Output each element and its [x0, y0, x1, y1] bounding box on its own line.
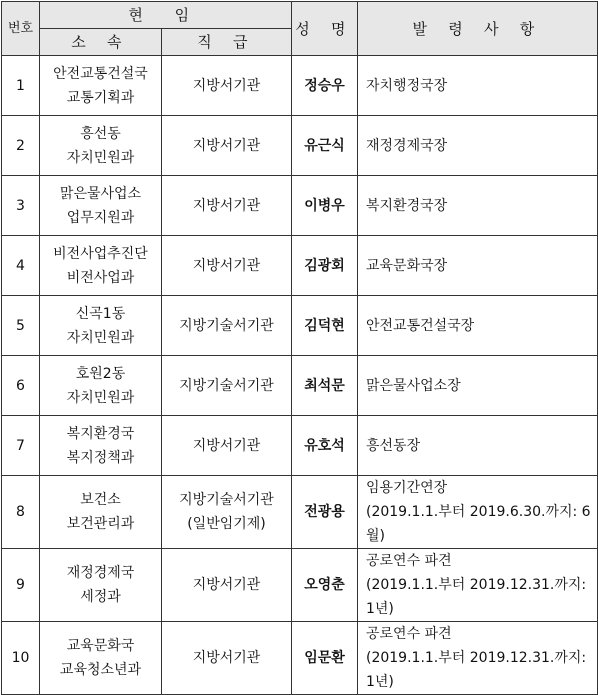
row-action-line: 안전교통건설국장 [366, 317, 475, 334]
row-name: 이병우 [292, 176, 358, 236]
row-department-line: 세정과 [80, 589, 121, 605]
row-department [40, 116, 162, 176]
personnel-appointment-table [1, 1, 598, 695]
row-name: 유근식 [292, 116, 358, 176]
header-grade: 직 급 [162, 29, 292, 56]
table-header [2, 2, 598, 56]
row-action-line: 공로연수 파견 [366, 553, 452, 569]
row-action [358, 416, 598, 476]
row-number: 3 [2, 176, 40, 236]
header-action: 발 령 사 항 [358, 2, 598, 56]
row-grade-line: 지방기술서기관 [179, 492, 274, 508]
row-number: 8 [2, 476, 40, 549]
table-row [2, 416, 598, 476]
table-row [2, 176, 598, 236]
row-action-line: 맑은물사업소장 [366, 377, 461, 394]
row-number: 10 [2, 622, 40, 695]
row-action [358, 476, 598, 549]
row-department [40, 56, 162, 116]
row-action-line: 교육문화국장 [366, 257, 448, 274]
row-department-line: 비전사업추진단 [53, 245, 148, 262]
row-grade [162, 56, 292, 116]
row-department-line: 신곡1동 [75, 305, 126, 322]
row-name: 김광회 [292, 236, 358, 296]
row-name: 최석문 [292, 356, 358, 416]
header-current-post: 현 임 [40, 2, 292, 29]
row-department-line: 안전교통건설국 [53, 65, 148, 82]
row-action [358, 116, 598, 176]
row-department [40, 476, 162, 549]
header-name: 성 명 [292, 2, 358, 56]
row-grade-line: 지방서기관 [192, 77, 261, 94]
row-action-line: (2019.1.1.부터 2019.12.31.까지: 1년) [366, 577, 587, 617]
row-grade [162, 622, 292, 695]
row-grade [162, 549, 292, 622]
row-grade-line: 지방서기관 [192, 437, 261, 454]
row-department [40, 416, 162, 476]
header-department: 소 속 [40, 29, 162, 56]
row-name: 전광용 [292, 476, 358, 549]
row-department-line: 교육청소년과 [59, 662, 142, 678]
row-department [40, 176, 162, 236]
row-number: 2 [2, 116, 40, 176]
row-department-line: 맑은물사업소 [59, 185, 142, 202]
row-department-line: 복지정책과 [66, 449, 135, 466]
row-department-line: 자치민원과 [66, 329, 135, 346]
table-row [2, 622, 598, 695]
row-department-line: 업무지원과 [66, 209, 135, 226]
row-name: 김덕현 [292, 296, 358, 356]
row-name: 임문환 [292, 622, 358, 695]
row-grade-line: 지방서기관 [192, 137, 261, 154]
row-action-line: 공로연수 파견 [366, 626, 452, 642]
row-grade-line: 지방서기관 [192, 257, 261, 274]
row-grade [162, 236, 292, 296]
row-action [358, 56, 598, 116]
table-row [2, 356, 598, 416]
row-department [40, 296, 162, 356]
row-department-line: 비전사업과 [66, 269, 135, 286]
row-grade [162, 296, 292, 356]
row-grade-line: 지방서기관 [192, 197, 261, 214]
row-grade-line: 지방서기관 [192, 650, 261, 666]
row-name: 유호석 [292, 416, 358, 476]
row-action-line: 재정경제국장 [366, 137, 448, 154]
row-department-line: 복지환경국 [66, 425, 135, 442]
row-department [40, 356, 162, 416]
row-grade [162, 116, 292, 176]
row-department [40, 549, 162, 622]
header-row-top [2, 2, 598, 29]
row-department-line: 호원2동 [75, 365, 126, 382]
row-grade [162, 416, 292, 476]
row-action-line: 임용기간연장 [366, 480, 448, 496]
row-name: 정승우 [292, 56, 358, 116]
row-department-line: 보건소 [80, 492, 121, 508]
row-number: 5 [2, 296, 40, 356]
row-grade-line: 지방기술서기관 [179, 317, 274, 334]
row-action-line: (2019.1.1.부터 2019.6.30.까지: 6월) [366, 504, 591, 544]
row-grade [162, 476, 292, 549]
row-department-line: 교통기획과 [66, 89, 135, 106]
table-row [2, 116, 598, 176]
row-department-line: 재정경제국 [66, 565, 135, 581]
row-action-line: 복지환경국장 [366, 197, 448, 214]
row-department-line: 흥선동 [80, 125, 121, 142]
row-grade-line: 지방서기관 [192, 577, 261, 593]
row-grade [162, 356, 292, 416]
row-number: 6 [2, 356, 40, 416]
row-number: 4 [2, 236, 40, 296]
row-number: 1 [2, 56, 40, 116]
table-row [2, 236, 598, 296]
row-department [40, 236, 162, 296]
row-department-line: 자치민원과 [66, 389, 135, 406]
table-row [2, 549, 598, 622]
table-body [2, 56, 598, 695]
row-department-line: 교육문화국 [66, 638, 135, 654]
table-row [2, 56, 598, 116]
row-action-line: 흥선동장 [366, 437, 421, 454]
row-action-line: (2019.1.1.부터 2019.12.31.까지: 1년) [366, 650, 587, 690]
row-action [358, 622, 598, 695]
row-department [40, 622, 162, 695]
row-action [358, 549, 598, 622]
row-number: 9 [2, 549, 40, 622]
header-no: 번호 [2, 2, 40, 56]
row-action [358, 236, 598, 296]
row-action [358, 176, 598, 236]
row-name: 오영춘 [292, 549, 358, 622]
row-department-line: 자치민원과 [66, 149, 135, 166]
row-grade [162, 176, 292, 236]
row-department-line: 보건관리과 [66, 516, 135, 532]
table-row [2, 476, 598, 549]
row-action-line: 자치행정국장 [366, 77, 448, 94]
row-number: 7 [2, 416, 40, 476]
row-action [358, 296, 598, 356]
row-grade-line: (일반임기제) [187, 516, 266, 532]
row-action [358, 356, 598, 416]
row-grade-line: 지방기술서기관 [179, 377, 274, 394]
table-row [2, 296, 598, 356]
